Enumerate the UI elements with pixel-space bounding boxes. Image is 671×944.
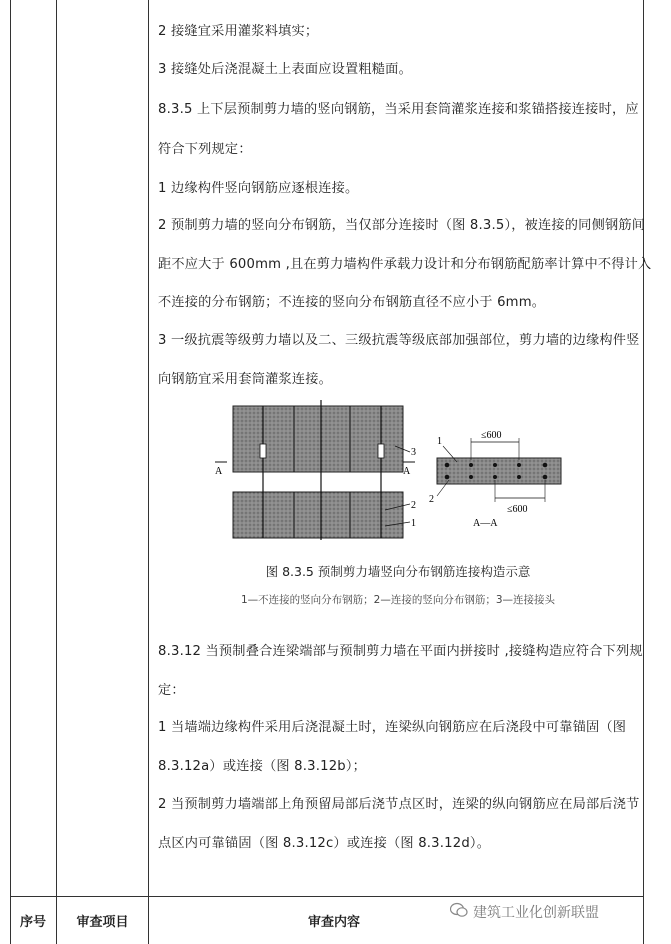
wall-elevation xyxy=(215,400,415,540)
label-a-left: A xyxy=(215,466,223,477)
para-6: 2 预制剪力墙的竖向分布钢筋，当仅部分连接时（图 8.3.5），被连接的同侧钢筋间 xyxy=(158,218,646,233)
figure-8-3-5 xyxy=(205,400,565,540)
label-1: 1 xyxy=(411,518,416,529)
dim-600-bottom: ≤600 xyxy=(507,504,528,515)
dim-600-top: ≤600 xyxy=(481,430,502,441)
figure-caption: 图 8.3.5 预制剪力墙竖向分布钢筋连接构造示意 xyxy=(265,564,531,579)
para-12: 定： xyxy=(158,683,185,698)
label-3: 3 xyxy=(411,447,416,458)
column-divider-1 xyxy=(56,0,57,944)
para-16: 点区内可靠锚固（图 8.3.12c）或连接（图 8.3.12d）。 xyxy=(158,836,491,851)
para-7: 距不应大于 600mm ,且在剪力墙构件承载力设计和分布钢筋配筋率计算中不得计入 xyxy=(158,257,652,272)
para-8: 不连接的分布钢筋；不连接的竖向分布钢筋直径不应小于 6mm。 xyxy=(158,295,546,310)
footer-col-index: 序号 xyxy=(19,914,46,930)
para-11: 8.3.12 当预制叠合连梁端部与预制剪力墙在平面内拼接时 ,接缝构造应符合下列规 xyxy=(158,644,643,659)
footer-col-item: 审查项目 xyxy=(76,914,129,930)
footer-col-content: 审查内容 xyxy=(307,914,360,930)
label-2b: 2 xyxy=(429,494,434,505)
label-a-right: A xyxy=(403,466,411,477)
para-13: 1 当墙端边缘构件采用后浇混凝土时，连梁纵向钢筋应在后浇段中可靠锚固（图 xyxy=(158,720,627,735)
column-divider-2 xyxy=(148,0,149,944)
para-2: 3 接缝处后浇混凝土上表面应设置粗糙面。 xyxy=(158,62,412,77)
wechat-icon xyxy=(450,902,468,922)
para-1: 2 接缝宜采用灌浆料填实； xyxy=(158,24,319,39)
para-5: 1 边缘构件竖向钢筋应逐根连接。 xyxy=(158,181,359,196)
watermark-text: 建筑工业化创新联盟 xyxy=(473,905,599,921)
watermark xyxy=(450,902,599,922)
para-9: 3 一级抗震等级剪力墙以及二、三级抗震等级底部加强部位，剪力墙的边缘构件竖 xyxy=(158,333,640,348)
label-1b: 1 xyxy=(437,436,442,447)
para-15: 2 当预制剪力墙端部上角预留局部后浇节点区时，连梁的纵向钢筋应在局部后浇节 xyxy=(158,797,640,812)
section-label: A—A xyxy=(473,518,498,529)
section-a-a xyxy=(437,438,561,502)
para-10: 向钢筋宜采用套筒灌浆连接。 xyxy=(158,372,333,387)
para-3: 8.3.5 上下层预制剪力墙的竖向钢筋，当采用套筒灌浆连接和浆锚搭接连接时，应 xyxy=(158,102,639,117)
para-14: 8.3.12a）或连接（图 8.3.12b）； xyxy=(158,759,367,774)
figure-legend: 1—不连接的竖向分布钢筋；2—连接的竖向分布钢筋；3—连接接头 xyxy=(240,594,556,606)
label-2: 2 xyxy=(411,500,416,511)
para-4: 符合下列规定： xyxy=(158,142,252,157)
